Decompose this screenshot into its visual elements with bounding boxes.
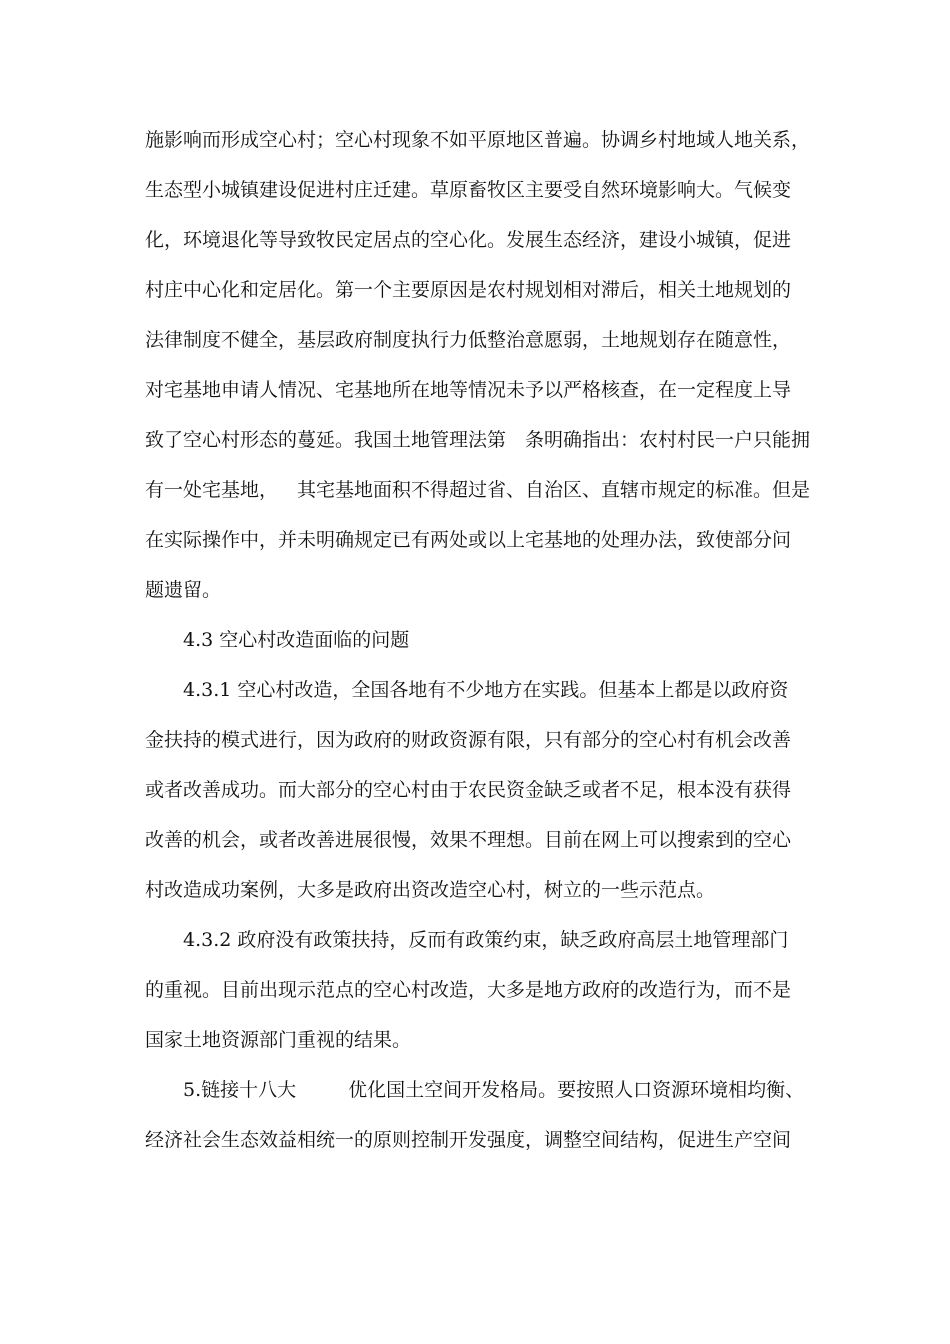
text-line-16-content: 村改造成功案例，大多是政府出资改造空心村，树立的一些示范点。 [145, 879, 716, 901]
section-heading-5-text: 5.链接十八大 [183, 1079, 297, 1101]
text-line-10-content: 题遗留。 [145, 579, 222, 601]
text-line-7 [145, 424, 825, 456]
text-line-15 [145, 824, 825, 856]
text-line-8-content-a: 有一处宅基地， [145, 479, 279, 501]
text-line-20-content: 优化国土空间开发格局。要按照人口资源环境相均衡、 [348, 1079, 805, 1101]
text-line-14 [145, 774, 825, 806]
text-line-8 [145, 474, 825, 506]
text-line-16 [145, 874, 825, 906]
text-line-10 [145, 574, 825, 606]
text-line-9 [145, 524, 825, 556]
text-line-6 [145, 374, 825, 406]
text-line-19 [145, 1024, 825, 1056]
text-line-15-content: 改善的机会，或者改善进展很慢，效果不理想。目前在网上可以搜索到的空心 [145, 829, 792, 851]
text-line-9-content: 在实际操作中，并未明确规定已有两处或以上宅基地的处理办法，致使部分问 [145, 529, 792, 551]
text-line-5 [145, 324, 825, 356]
section-heading-5 [183, 1074, 825, 1106]
text-line-7-content-a: 致了空心村形态的蔓延。我国土地管理法第 [145, 429, 507, 451]
text-line-13 [145, 724, 825, 756]
text-line-2-content: 生态型小城镇建设促进村庄迁建。草原畜牧区主要受自然环境影响大。气候变 [145, 179, 792, 201]
text-line-4 [145, 274, 825, 306]
section-heading-4-3 [183, 624, 825, 656]
text-line-12 [183, 674, 825, 706]
text-line-17 [183, 924, 825, 956]
text-line-3 [145, 224, 825, 256]
text-line-14-content: 或者改善成功。而大部分的空心村由于农民资金缺乏或者不足，根本没有获得 [145, 779, 792, 801]
text-line-6-content: 对宅基地申请人情况、宅基地所在地等情况未予以严格核查，在一定程度上导 [145, 379, 792, 401]
text-line-18-content: 的重视。目前出现示范点的空心村改造，大多是地方政府的改造行为，而不是 [145, 979, 792, 1001]
text-line-13-content: 金扶持的模式进行，因为政府的财政资源有限，只有部分的空心村有机会改善 [145, 729, 792, 751]
text-line-3-content: 化，环境退化等导致牧民定居点的空心化。发展生态经济，建设小城镇，促进 [145, 229, 792, 251]
text-line-2 [145, 174, 825, 206]
text-line-18 [145, 974, 825, 1006]
text-line-5-content: 法律制度不健全，基层政府制度执行力低整治意愿弱，土地规划存在随意性， [145, 329, 792, 351]
text-line-1 [145, 124, 825, 156]
text-line-8-content-b: 其宅基地面积不得超过省、自治区、直辖市规定的标准。但是 [297, 479, 811, 501]
text-line-7-content-b: 条明确指出：农村村民一户只能拥 [525, 429, 811, 451]
text-line-1-content: 施影响而形成空心村；空心村现象不如平原地区普遍。协调乡村地域人地关系， [145, 129, 811, 151]
text-line-21-content: 经济社会生态效益相统一的原则控制开发强度，调整空间结构，促进生产空间 [145, 1129, 792, 1151]
text-line-12-content: 4.3.1 空心村改造，全国各地有不少地方在实践。但基本上都是以政府资 [183, 679, 789, 701]
text-line-21 [145, 1124, 825, 1156]
text-line-19-content: 国家土地资源部门重视的结果。 [145, 1029, 412, 1051]
text-line-4-content: 村庄中心化和定居化。第一个主要原因是农村规划相对滞后，相关土地规划的 [145, 279, 792, 301]
section-heading-4-3-text: 4.3 空心村改造面临的问题 [183, 629, 410, 651]
text-line-17-content: 4.3.2 政府没有政策扶持，反而有政策约束，缺乏政府高层土地管理部门 [183, 929, 789, 951]
